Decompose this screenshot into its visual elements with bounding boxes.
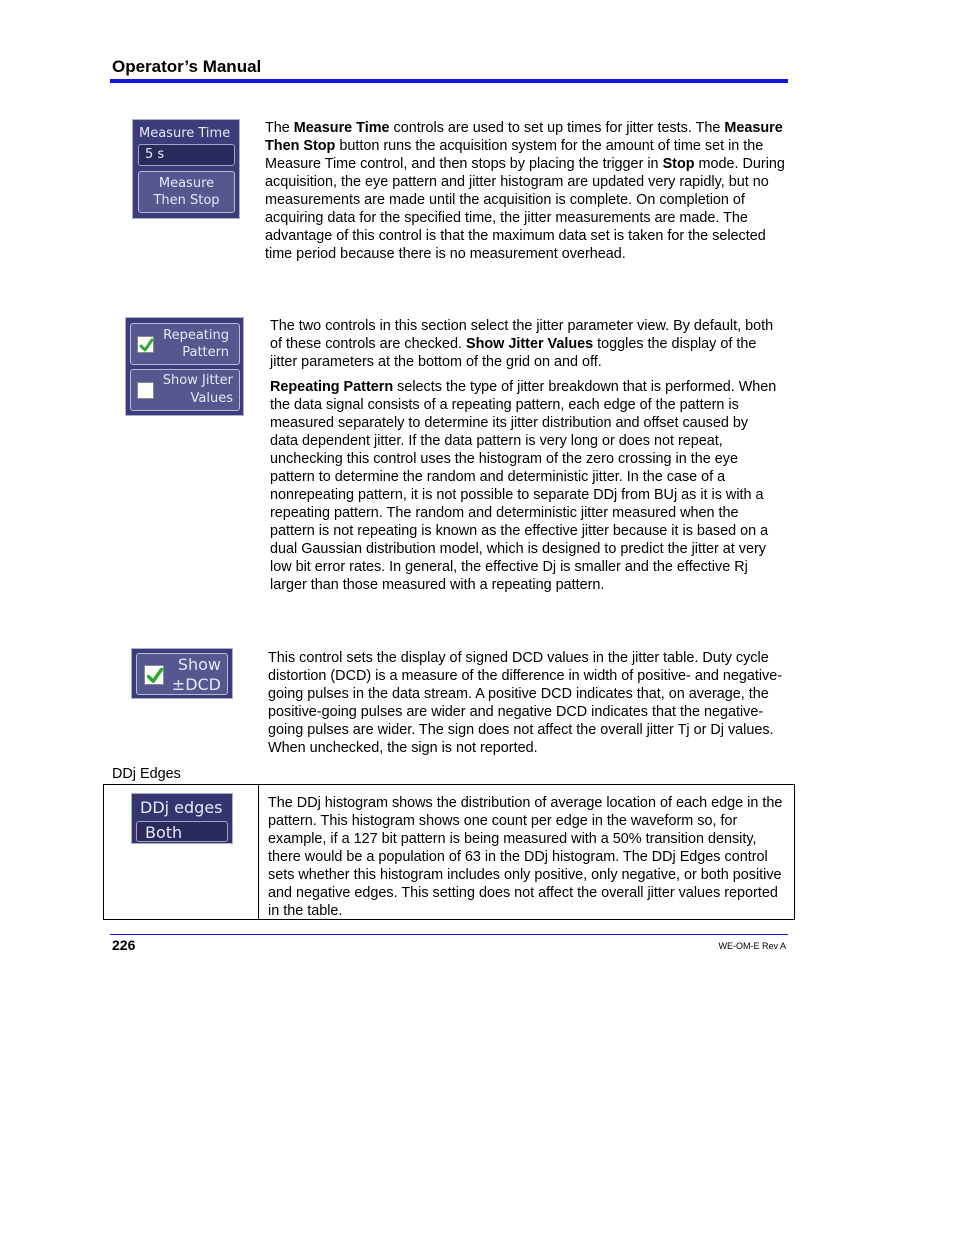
measure-then-stop-line1: Measure (158, 176, 215, 191)
repeating-pattern-line1: Repeating (163, 328, 229, 343)
show-dcd-line1: Show (177, 655, 221, 674)
jitter-view-description: The two controls in this section select the jitter parameter view. By default, both of these controls are checked. Show Jitter Values toggles the display of the jitter parameters at the bottom of the grid on and off. (270, 318, 774, 370)
measure-time-panel (132, 119, 240, 219)
show-jitter-values-line1: Show Jitter (162, 373, 233, 388)
show-jitter-values-line2: Values (190, 391, 233, 406)
measure-then-stop-line2: Then Stop (153, 193, 220, 208)
repeating-pattern-line2: Pattern (182, 345, 229, 360)
dcd-description: This control sets the display of signed DCD values in the jitter table. Duty cycle distortion (DCD) is a measure of the difference in width of positive- and negative-going pulses in the data stream. A positive DCD indicates that, on average, the positive-going pulses are wider and negative DCD indicates that the negative-going pulses are wider. The sign does not affect the overall jitter Tj or Dj values. When unchecked, the sign is not reported. (268, 650, 783, 756)
checkmark-icon (138, 337, 155, 354)
ddj-edges-label: DDj Edges (112, 766, 181, 782)
repeating-pattern-description: Repeating Pattern selects the type of jitter breakdown that is performed. When the data signal consists of a repeating pattern, each edge of the pattern is measured separately to determine its jitter distribution and offset caused by data dependent jitter. If the data pattern is very long or does not repeat, unchecking this control uses the histogram of the zero crossing in the eye pattern to determine the random and deterministic jitter. In the case of a nonrepeating pattern, it is not possible to separate DDj from BUj as it is with a repeating pattern. The random and deterministic jitter measured when the pattern is not repeating is known as the effective jitter because it is based on a dual Gaussian distribution model, which is designed to predict the jitter at very low bit error rates. In general, the effective Dj is smaller and the effective Rj larger than those measured with a repeating pattern. (270, 379, 777, 593)
checkmark-icon (145, 666, 165, 686)
ddj-edges-value: Both (145, 823, 183, 842)
measure-time-value: 5 s (145, 147, 165, 162)
page-number: 226 (112, 937, 136, 953)
ddj-edges-table-divider (258, 784, 259, 920)
measure-then-stop-button[interactable] (138, 171, 235, 213)
show-dcd-checkbox[interactable] (144, 665, 164, 685)
repeating-pattern-toggle[interactable] (130, 323, 240, 365)
ddj-edges-panel (131, 793, 233, 844)
document-code: WE-OM-E Rev A (718, 941, 786, 951)
ddj-edges-description: The DDj histogram shows the distribution of average location of each edge in the pattern. This histogram shows one count per edge in the waveform so, for example, if a 127 bit pattern is being measured with a 50% transition density, there would be a population of 63 in the DDj histogram. The DDj Edges control sets whether this histogram includes only positive, only negative, or both positive and negative edges. This setting does not affect the overall jitter values reported in the table. (268, 795, 783, 919)
header-rule (110, 79, 788, 83)
jitter-view-panel (125, 317, 244, 416)
dcd-panel (131, 648, 233, 699)
ddj-edges-title: DDj edges (140, 798, 223, 817)
show-dcd-toggle[interactable] (136, 653, 228, 695)
show-dcd-line2: ±DCD (171, 675, 221, 694)
footer-rule (110, 934, 788, 935)
measure-time-description: The Measure Time controls are used to set up times for jitter tests. The Measure Then Stop button runs the acquisition system for the amount of time set in the Measure Time control, and then stops by placing the trigger in Stop mode. During acquisition, the eye pattern and jitter histogram are updated very rapidly, but no measurements are made until the acquisition is complete. On completion of acquiring data for the specified time, the jitter measurements are made. The advantage of this control is that the maximum data set is taken for the selected time period because there is no measurement overhead. (265, 120, 785, 262)
show-jitter-values-checkbox[interactable] (137, 382, 154, 399)
measure-time-field[interactable] (138, 144, 235, 166)
repeating-pattern-checkbox[interactable] (137, 336, 154, 353)
page-header-title: Operator’s Manual (112, 57, 262, 76)
show-jitter-values-toggle[interactable] (130, 369, 240, 411)
ddj-edges-select[interactable] (136, 821, 228, 842)
measure-time-title: Measure Time (139, 126, 231, 141)
